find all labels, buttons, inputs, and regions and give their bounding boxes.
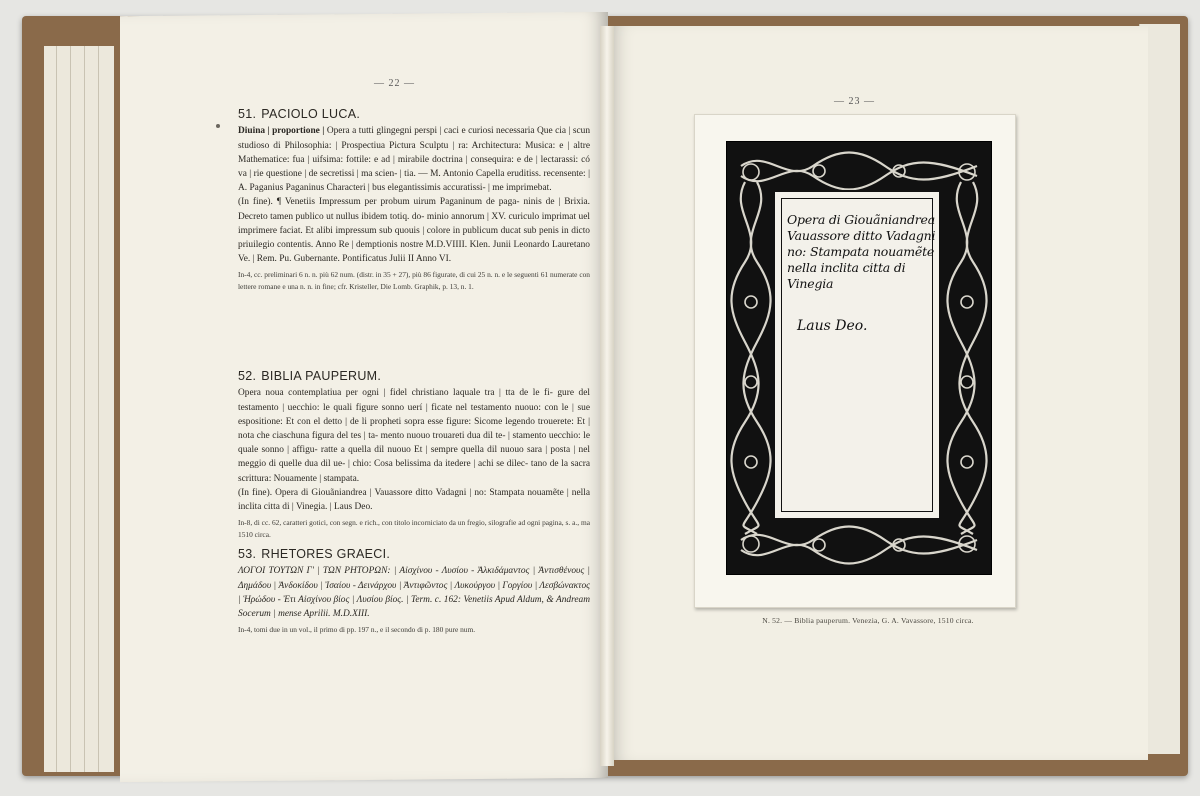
plate-title-line: Vauassore ditto Vadagni [787, 228, 936, 243]
entry-colophon: (In fine). ¶ Venetiis Impressum per probum uirum Paganinum de paga- ninis de | Brixia. Decreto tamen publico ut nullus ibidem totiq. do- minio annorum | XV. curiculo imprimat uel imprimere faciat. Et alibi impressum sub quouis | colore in publicum ducat sub penis in dicto priuilegio contentis. Anno Re | demptionis nostre M.D.VIIII. Klen. Junii Leonardo Lauretano Ve. | Rem. Pu. Gubernante. Pontificatus Julii II Anno VI. [238, 197, 590, 265]
entry-52 [238, 370, 590, 540]
book-gutter [600, 26, 614, 766]
plate-title [787, 212, 937, 292]
entry-body: Opera noua contemplatiua per ogni | fidel christiano laquale tra | tta de le fi- gure del testamento | uecchio: le quali figure sonno uerí | ficate nel testamento nuouo: con le | sue espositione: Et con el detto | de li propheti sopra esse figure: Sicome legendo trouerete: Et | nota che ciaschuna figura del tes | ta- mento nuouo trouareti dua dil te- | stamento uecchio: le quale sonno | affigu- ratte a quella dil nuouo Et | sempre quella dil nuouo sara | posta | nel meggio di quelle dua dil ue- | chio: Cosa belissima da itedere | achi se dilec- tano de la sacra scrittura: Nouamente | stampata. [238, 388, 590, 484]
left-page-edges [44, 46, 114, 772]
plate-title-line: Vinegia [787, 276, 834, 291]
plate-caption: N. 52. — Biblia pauperum. Venezia, G. A. Vavassore, 1510 circa. [762, 616, 974, 625]
entry-note: In-4, cc. preliminari 6 n. n. più 62 num. (distr. in 35 + 27), più 86 figurate, di cui 25 n. n. e le seguenti 61 numerate con lettere romane e una n. n. in fine; cfr. Kristeller, Die Lomb. Graphik, p. 13, n. 1. [238, 270, 590, 291]
entry-heading-text: PACIOLO LUCA. [261, 107, 361, 121]
entry-body: ΛΟΓΟΙ ΤΟΥΤΩΝ Γ' | ΤΩΝ ΡΗΤΟΡΩΝ: | Αἰσχίνου - Λυσίου - Ἀλκιδάμαντος | Ἀντισθένους | Δημάδου | Ἀνδοκίδου | Ἰσαίου - Δεινάρχου | Ἀντιφῶντος | Λυκούργου | Γοργίου | Λεσβώνακτος | Ἡρώδου - Ἐτι Αἰσχίνου βίος | Λυσίου βίος. | Term. c. 162: Venetiis Apud Aldum, & Andream Socerum | mense Aprilii. M.D.XIII. [238, 566, 590, 620]
entry-colophon: (In fine). Opera di Giouãniandrea | Vauassore ditto Vadagni | no: Stampata nouamẽte | nella inclita citta di | Vinegia. | Laus Deo. [238, 487, 590, 513]
entry-number: 51. [238, 107, 257, 121]
entry-title: Diuina | proportione | [238, 126, 325, 137]
entry-number: 53. [238, 547, 257, 561]
plate-laus-deo: Laus Deo. [797, 318, 868, 334]
margin-mark [216, 124, 220, 128]
entry-note: In-4, tomi due in un vol., il primo di pp. 197 n., e il secondo di p. 180 pure num. [238, 625, 476, 635]
left-page-folio: — 22 — [374, 78, 415, 89]
entry-body [238, 124, 590, 195]
entry-note: In-8, di cc. 62, caratteri gotici, con segn. e rich., con titolo incorniciato da un fregio, silografie ad ogni pagina, s. a., ma 1510 circa. [238, 518, 590, 539]
knot-left [731, 182, 770, 534]
entry-heading-text: BIBLIA PAUPERUM. [261, 369, 382, 383]
knot-bottom [741, 527, 977, 564]
plate-title-line: nella inclita citta di [787, 260, 906, 275]
entry-51 [238, 108, 590, 292]
entry-53 [238, 548, 590, 636]
entry-heading [238, 108, 590, 121]
plate-title-line: Opera di Giouãniandrea [787, 212, 936, 227]
entry-heading [238, 370, 590, 383]
entry-number: 52. [238, 369, 257, 383]
woodcut-title-plate [726, 141, 992, 575]
right-page-folio: — 23 — [834, 96, 875, 107]
plate-text-panel [773, 190, 941, 520]
knot-right [947, 182, 986, 534]
knot-top [741, 153, 977, 190]
plate-title-line: no: Stampata nouamẽte [787, 244, 935, 259]
entry-heading-text: RHETORES GRAECI. [261, 547, 391, 561]
entry-body-text: Opera a tutti glingegni perspi | caci e curiosi necessaria Que cia | scun studioso di Philosophia: | Prospectiua Pictura Sculptu | ra: Architectura: Musica: e | altre Mathematice: fua | uifsima: fottile: e ad | mirabile doctrina | consequira: e de | lectarassi: có va | rie questione | de secretissi | ma scien- | tia. — M. Antonio Capella eruditiss. recensente: | A. Paganius Paganinus Characteri | bus elegantissimis accuratissi- | me imprimebat. [238, 126, 591, 194]
entry-heading [238, 548, 590, 561]
